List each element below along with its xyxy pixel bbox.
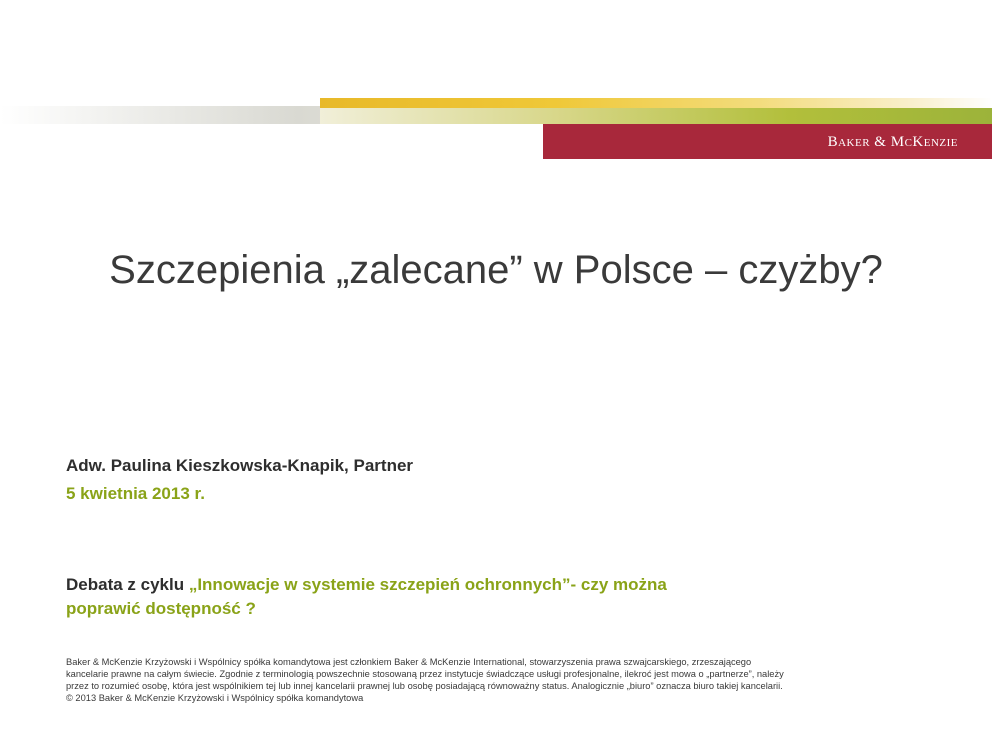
- footer-line: kancelarie prawne na całym świecie. Zgodnie z terminologią powszechnie stosowaną przez instytucje świadczące usługi profesjonalne, ilekroć jest mowa o „partnerze”, należy: [66, 669, 784, 679]
- brand-bar: [543, 124, 992, 159]
- header-stripe-gold: [320, 98, 992, 108]
- legal-footer: [66, 656, 936, 704]
- debate-title-line2: poprawić dostępność ?: [66, 599, 256, 618]
- company-logo: Baker & McKenzie: [827, 134, 958, 150]
- author-line: Adw. Paulina Kieszkowska-Knapik, Partner: [66, 456, 414, 475]
- footer-line: Baker & McKenzie Krzyżowski i Wspólnicy spółka komandytowa jest członkiem Baker & McKenzie International, stowarzyszenia prawa szwajcarskiego, zrzeszającego: [66, 657, 752, 667]
- footer-copyright: © 2013 Baker & McKenzie Krzyżowski i Wspólnicy spółka komandytowa: [66, 693, 364, 703]
- debate-block: [66, 573, 886, 621]
- footer-line: przez to rozumieć osobę, która jest wspólnikiem tej lub innej kancelarii prawnej lub osobę posiadającą równoważny status. Analogicznie „biuro” oznacza biuro takiej kancelarii.: [66, 681, 783, 691]
- debate-title-line1: „Innowacje w systemie szczepień ochronnych”- czy można: [188, 575, 667, 594]
- date-line: 5 kwietnia 2013 r.: [66, 484, 205, 503]
- debate-prefix: Debata z cyklu: [66, 575, 189, 594]
- header-stripe-green: [320, 108, 992, 124]
- slide-title: Szczepienia „zalecane” w Polsce – czyżby?: [109, 248, 883, 292]
